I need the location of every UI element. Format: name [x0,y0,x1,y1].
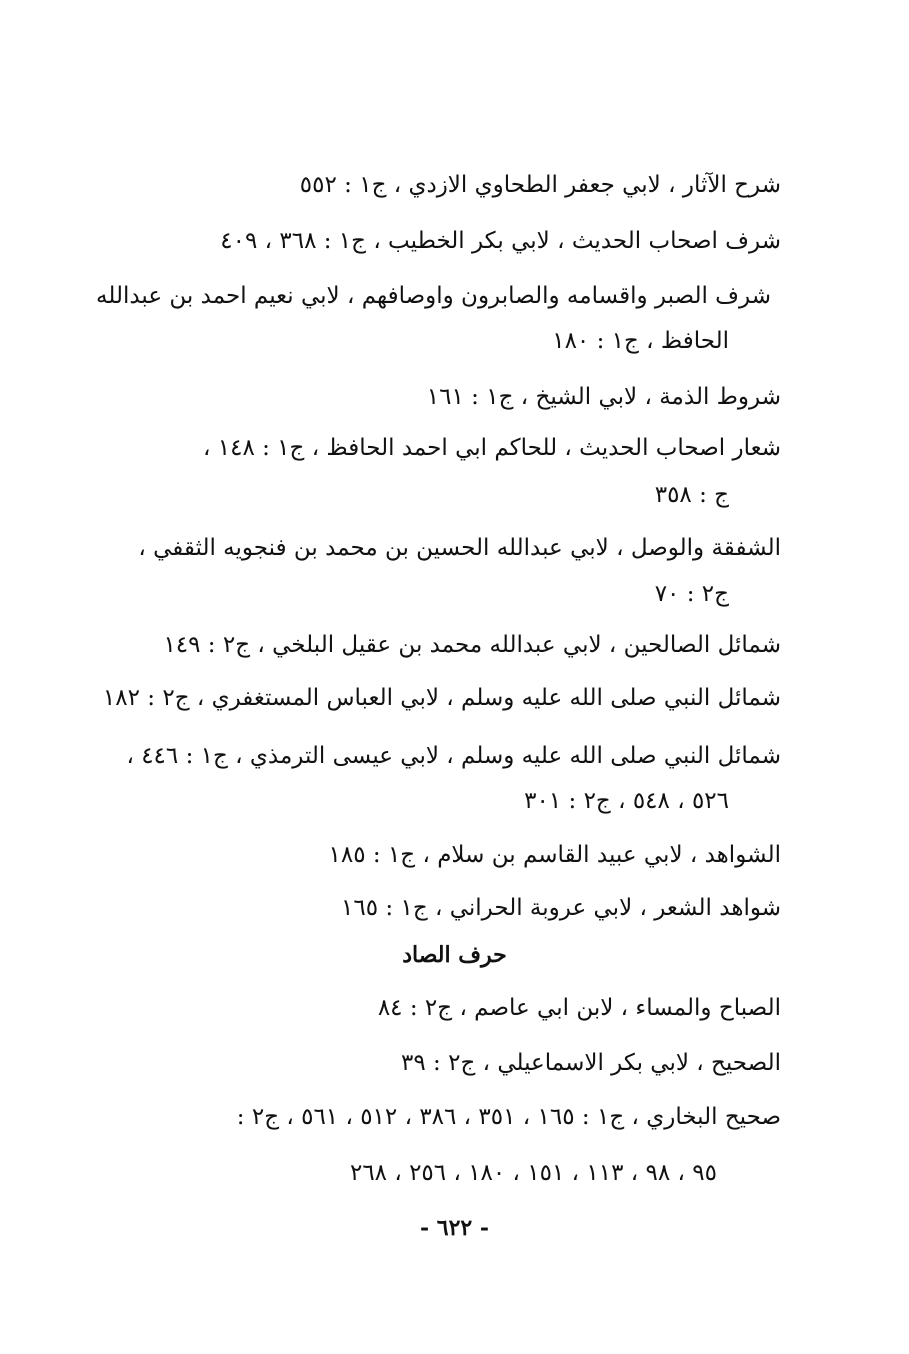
entry-al-shafaqa-wal-wasl: الشفقة والوصل ، لابي عبدالله الحسين بن محمد بن فنجويه الثقفي ، [138,535,781,561]
entry-shamail-al-salihin: شمائل الصالحين ، لابي عبدالله محمد بن عقيل البلخي ، ج٢ : ١٤٩ [163,632,781,658]
page-number: - ٦٢٢ - [419,1215,490,1241]
entry-al-shawahid: الشواهد ، لابي عبيد القاسم بن سلام ، ج١ : ١٨٥ [328,842,781,868]
section-heading-harf-al-sad: حرف الصاد [402,942,507,968]
entry-shawahid-al-shir: شواهد الشعر ، لابي عروبة الحراني ، ج١ : ١٦٥ [341,895,781,921]
entry-al-shafaqa-wal-wasl-continued: ج٢ : ٧٠ [654,581,729,607]
entry-shurut-al-dhimma: شروط الذمة ، لابي الشيخ ، ج١ : ١٦١ [426,384,781,410]
entry-sharaf-al-sabr-continued: الحافظ ، ج١ : ١٨٠ [552,328,729,354]
entry-sharaf-ashab-al-hadith: شرف اصحاب الحديث ، لابي بكر الخطيب ، ج١ : ٣٦٨ ، ٤٠٩ [220,228,781,254]
entry-shamail-al-nabi-tirmidhi-continued: ٥٢٦ ، ٥٤٨ ، ج٢ : ٣٠١ [524,788,729,814]
entry-sharaf-al-sabr: شرف الصبر واقسامه والصابرون واوصافهم ، لابي نعيم احمد بن عبدالله [96,283,771,309]
entry-shamail-al-nabi-mustaghfiri: شمائل النبي صلى الله عليه وسلم ، لابي العباس المستغفري ، ج٢ : ١٨٢ [102,685,781,711]
entry-sahih-al-bukhari-continued: ٩٥ ، ٩٨ ، ١١٣ ، ١٥١ ، ١٨٠ ، ٢٥٦ ، ٢٦٨ [349,1160,717,1186]
entry-shiar-ashab-al-hadith: شعار اصحاب الحديث ، للحاكم ابي احمد الحافظ ، ج١ : ١٤٨ ، [203,435,781,461]
entry-al-sabah-wal-masa: الصباح والمساء ، لابن ابي عاصم ، ج٢ : ٨٤ [377,995,781,1021]
entry-shamail-al-nabi-tirmidhi: شمائل النبي صلى الله عليه وسلم ، لابي عيسى الترمذي ، ج١ : ٤٤٦ ، [126,743,781,769]
entry-sharh-al-athar: شرح الآثار ، لابي جعفر الطحاوي الازدي ، ج١ : ٥٥٢ [299,172,781,198]
entry-sahih-al-bukhari: صحيح البخاري ، ج١ : ١٦٥ ، ٣٥١ ، ٣٨٦ ، ٥١٢ ، ٥٦١ ، ج٢ : [236,1104,781,1130]
entry-al-sahih-ismaili: الصحيح ، لابي بكر الاسماعيلي ، ج٢ : ٣٩ [400,1050,781,1076]
entry-shiar-ashab-al-hadith-continued: ج : ٣٥٨ [654,482,729,508]
